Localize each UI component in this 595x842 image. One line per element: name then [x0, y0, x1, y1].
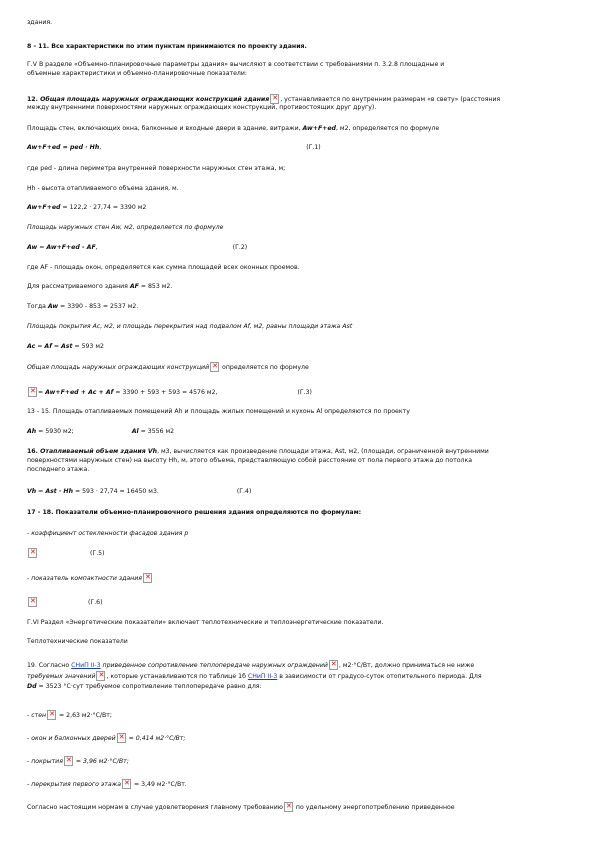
- text-line: Hh - высота отапливаемого объема здания, м.: [27, 185, 179, 192]
- calc-line: Ah = 5930 м2; Al = 3556 м2: [27, 428, 175, 435]
- broken-image-icon: [329, 660, 338, 670]
- text-line: - показатель компактности здания ✕: [27, 573, 573, 584]
- list-item: - стен ✕ = 2,63 м2·°С/Вт;: [27, 710, 573, 721]
- formula-g4: Vh = Ast · Hh = 593 · 27,74 = 16450 м3. (Г.4): [27, 488, 252, 495]
- item-13-15: 13 - 15. Площадь отапливаемых помещений Ah и площадь жилых помещений и кухонь Al определяются по проекту: [27, 408, 410, 415]
- broken-image-icon: [210, 362, 219, 372]
- text-line: Общая площадь наружных ограждающих конструкций ✕ определяется по формуле: [27, 362, 573, 373]
- snip-link[interactable]: СНиП II-3: [247, 673, 278, 680]
- calc-line: Aw+F+ed = 122,2 · 27,74 = 3390 м2: [27, 204, 147, 211]
- text-line: Согласно настоящим нормам в случае удовлетворения главному требованию ✕ по удельному энергопотреблению приведенное: [27, 802, 573, 813]
- text-line: где ped - длина периметра внутренней поверхности наружных стен этажа, м;: [27, 165, 286, 172]
- broken-image-icon: [117, 733, 126, 743]
- text-line: Dd = 3523 °С·сут требуемое сопротивление теплопередаче равно для:: [27, 683, 262, 690]
- text-line: Для рассматриваемого здания AF = 853 м2.: [27, 283, 173, 290]
- list-item: - покрытия ✕ = 3,96 м2·°С/Вт;: [27, 756, 573, 767]
- calc-line: Ac = Af = Ast = 593 м2: [27, 343, 104, 350]
- text-line: где AF - площадь окон, определяется как сумма площадей всех оконных проемов.: [27, 264, 300, 271]
- broken-image-icon: [284, 802, 293, 812]
- section-8-11: 8 - 11. Все характеристики по этим пунктам принимаются по проекту здания.: [27, 43, 307, 50]
- item-17-18: 17 - 18. Показатели объемно-планировочного решения здания определяются по формулам:: [27, 509, 362, 516]
- text-line: поверхностями наружных стен) на высоту Hh, м, этого объема, представляющую собой расстояние от пола первого этажа до потолка: [27, 457, 472, 464]
- section-gv-heading: Г.V В разделе «Объемно-планировочные параметры здания» вычисляют в соответствии с требованиями п. 3.2.8 площадные и: [27, 61, 445, 68]
- broken-image-icon: [28, 597, 37, 607]
- list-item: - окон и балконных дверей ✕ = 0,414 м2·°С/Вт;: [27, 733, 573, 744]
- broken-image-icon: [96, 671, 105, 681]
- formula-g2: Aw = Aw+F+ed - AF, (Г.2): [27, 244, 248, 251]
- text-line: между внутренними поверхностями наружных ограждающих конструкций, противостоящих друг другу).: [27, 104, 377, 111]
- subheading: Теплотехнические показатели: [27, 638, 128, 645]
- item-19: 19. Согласно СНиП II-3 приведенное сопротивление теплопередаче наружных ограждений ✕ , м2·°С/Вт, должно приниматься не ниже: [27, 660, 573, 671]
- text-line: Тогда Aw = 3390 - 853 = 2537 м2.: [27, 303, 139, 310]
- text-line: Площадь стен, включающих окна, балконные и входные двери в здание, витражи, Aw+F+ed, м2, определяется по формуле: [27, 125, 440, 132]
- broken-image-icon: [143, 573, 152, 583]
- formula-g3: ✕= Aw+F+ed + Ac + Af = 3390 + 593 + 593 = 4576 м2, (Г.3): [27, 387, 573, 398]
- snip-link[interactable]: СНиП II-3: [71, 662, 101, 669]
- broken-image-icon: [28, 387, 37, 397]
- text-line: Площадь наружных стен Aw, м2, определяется по формуле: [27, 224, 224, 231]
- text-line: последнего этажа.: [27, 466, 90, 473]
- text-line: требуемых значений ✕ , которые устанавливаются по таблице 1б СНиП II-3 в зависимости от градусо-суток отопительного периода. Для: [27, 671, 573, 682]
- text-line: Площадь покрытия Ac, м2, и площадь перекрытия над подвалом Af, м2, равны площади этажа Ast: [27, 323, 353, 330]
- broken-image-icon: [64, 756, 73, 766]
- broken-image-icon: [47, 710, 56, 720]
- item-16: 16. Отапливаемый объем здания Vh, м3, вычисляется как произведение площади этажа, Ast, м2, (площади, ограниченной внутренними: [27, 448, 489, 455]
- section-gvi-heading: Г.VI Раздел «Энергетические показатели» включает теплотехнические и теплоэнергетические показатели.: [27, 619, 384, 626]
- text-line: - коэффициент остекленности фасадов здания p: [27, 530, 189, 537]
- list-item: - перекрытия первого этажа ✕ = 3,49 м2·°С/Вт.: [27, 779, 573, 790]
- text-line: здания.: [27, 19, 53, 26]
- formula-g1: Aw+F+ed = ped · Hh, (Г.1): [27, 144, 321, 151]
- broken-image-icon: [122, 779, 131, 789]
- section-gv-heading-cont: объемные характеристики и объемно-планировочные показатели:: [27, 70, 247, 77]
- formula-g5: ✕(Г.5): [27, 548, 573, 559]
- formula-g6: ✕(Г.6): [27, 597, 573, 608]
- broken-image-icon: [28, 548, 37, 558]
- item-12: 12. Общая площадь наружных ограждающих конструкций здания ✕ , устанавливается по внутренним размерам «в свету» (расстояния: [27, 94, 573, 105]
